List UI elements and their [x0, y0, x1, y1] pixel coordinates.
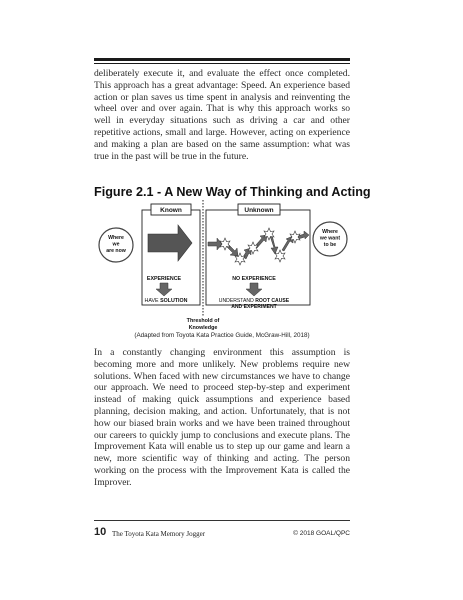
no-experience-label: NO EXPERIENCE	[232, 276, 276, 282]
understand-root-cause-label: UNDERSTAND ROOT CAUSE	[218, 298, 290, 304]
experiment-starbursts	[220, 228, 300, 265]
kata-diagram	[94, 198, 354, 333]
start-text-2: we	[112, 241, 120, 248]
start-text-3: are now	[106, 248, 126, 254]
threshold-label-1: Threshold of	[186, 318, 220, 324]
target-text-3: to be	[323, 242, 337, 248]
target-text-2: we want	[319, 235, 341, 242]
experience-label: EXPERIENCE	[146, 276, 182, 282]
threshold-label-2: Knowledge	[188, 325, 218, 331]
and-experiment-label: AND EXPERIMENT	[231, 304, 277, 310]
start-text-1: Where	[108, 235, 124, 241]
book-title: The Toyota Kata Memory Jogger	[112, 530, 206, 538]
unknown-label: Unknown	[244, 207, 274, 214]
known-label: Known	[160, 207, 182, 214]
header-rule-thick	[94, 58, 350, 61]
figure-title: Figure 2.1 - A New Way of Thinking and Acting	[94, 185, 371, 199]
known-box	[142, 210, 200, 305]
body-paragraph-2: In a constantly changing environment this assumption is becoming more and more unlikely. New problems require new solutions. When faced with new circumstances we have to change our approach. We need to proceed step-by-step and experiment instead of making quick assumptions and experience based planning, decision making, and action. Unfortunately, that is not how our biased brain works and we have been trained throughout our careers to quickly jump to conclusions and execute plans. The Improvement Kata will enable us to step up our game and learn a new, more scientific way of thinking and acting. The person working on the process with the Improvement Kata is called the Improver.	[94, 347, 350, 488]
no-experience-down-arrow	[246, 283, 262, 296]
body-paragraph-1: deliberately execute it, and evaluate the effect once completed. This approach has a great advantage: Speed. An experience based action or plan saves us time spent in analysis and reinventing the wheel over and over again. That is why this approach works so well in everyday situations such as driving a car and other repetitive actions, small and large. However, acting on experience and making a plan are based on the same assumption: what was true in the past will be true in the future.	[94, 68, 350, 162]
copyright: © 2018 GOAL/QPC	[293, 530, 350, 537]
page-number: 10	[94, 526, 107, 538]
footer-rule	[94, 520, 350, 521]
figure-caption: (Adapted from Toyota Kata Practice Guide, McGraw-Hill, 2018)	[134, 332, 310, 339]
target-text-1: Where	[322, 229, 338, 235]
experience-arrow	[148, 225, 192, 261]
have-solution-label: HAVE SOLUTION	[144, 298, 188, 304]
header-rule-thin	[94, 63, 350, 64]
experience-down-arrow	[156, 283, 172, 296]
